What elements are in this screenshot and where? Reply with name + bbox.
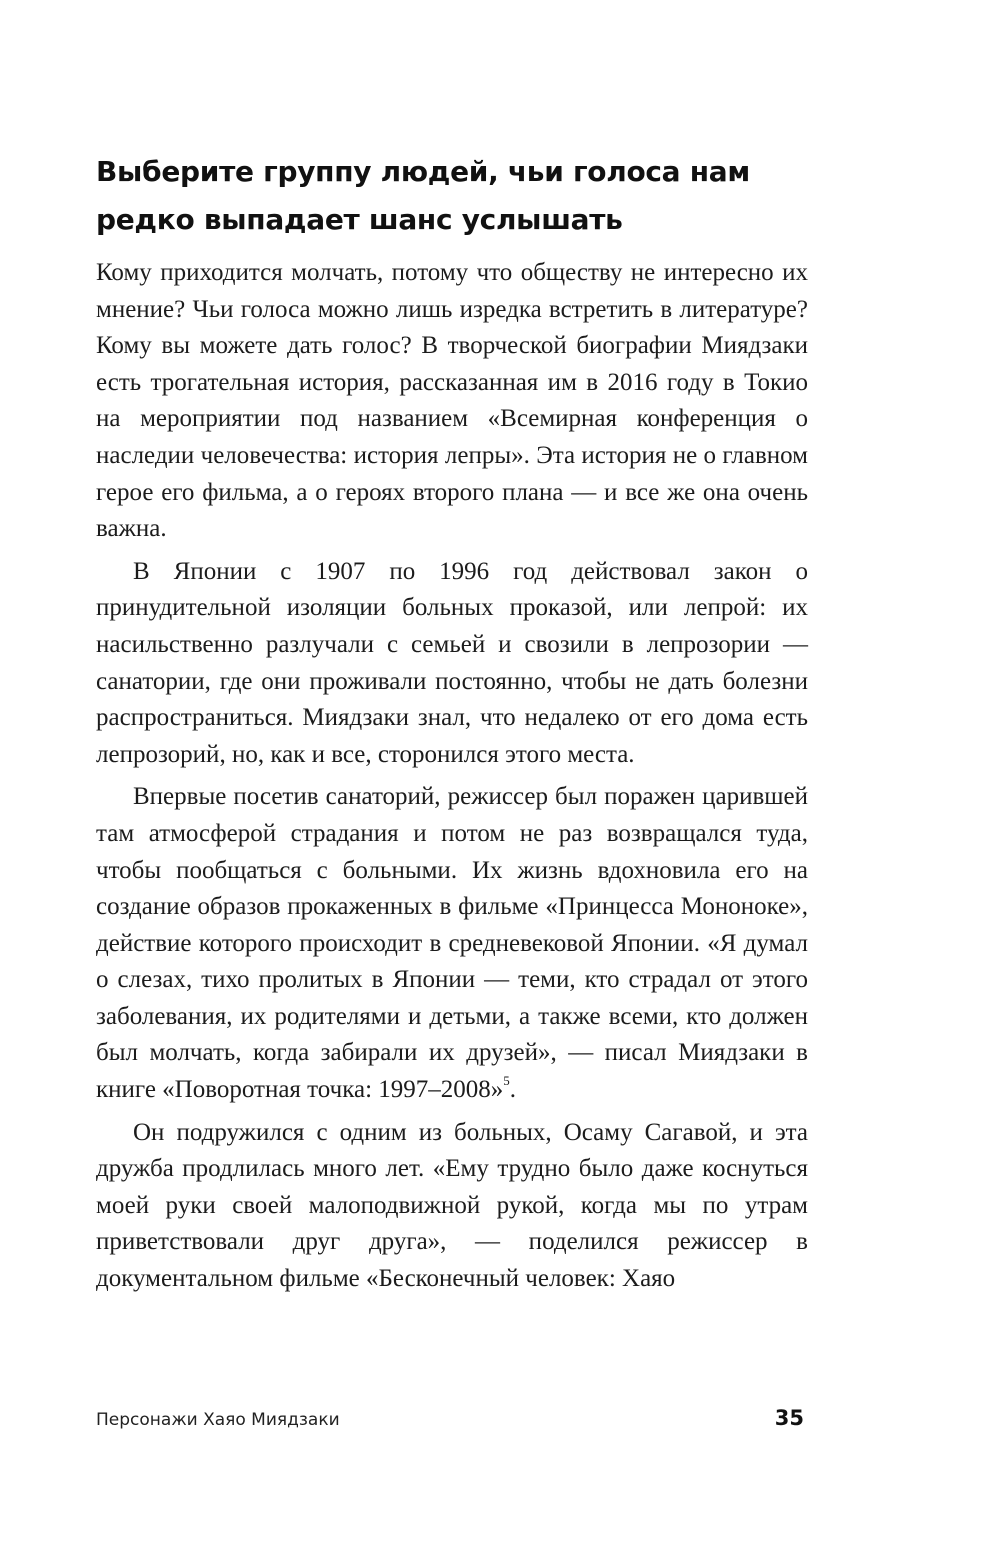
section-heading: Выберите группу людей, чьи голоса нам редко выпадает шанс услышать (96, 155, 750, 236)
footnote-marker[interactable]: 5 (503, 1073, 510, 1089)
body-text (96, 255, 808, 1304)
page-footer (96, 1404, 808, 1434)
running-footer-title: Персонажи Хаяо Миядзаки (96, 1410, 340, 1430)
page-number: 35 (774, 1406, 804, 1430)
paragraph-3-text: Впервые посетив санаторий, режиссер был поражен царившей там атмосферой страдания и потом не раз возвращался туда, чтобы пообщаться с больными. Их жизнь вдохновила его на создание образов прокаженных в фильме «Принцесса Мононоке», действие которого происходит в средневековой Японии. «Я думал о слезах, тихо пролитых в Японии — теми, кто страдал от этого заболевания, их родителями и детьми, а также всеми, кто должен был молчать, когда забирали их друзей», — писал Миядзаки в книге «Поворотная точка: 1997–2008» (96, 783, 808, 1104)
paragraph-4: Он подружился с одним из больных, Осаму Сагавой, и эта дружба продлилась много лет. «Ему трудно было даже коснуться моей руки своей малоподвижной рукой, когда мы по утрам приветствовали друг друга», — поделился режиссер в документальном фильме «Бесконечный человек: Хаяо (96, 1118, 808, 1293)
paragraph-1: Кому приходится молчать, потому что обществу не интересно их мнение? Чьи голоса можно лишь изредка встретить в литературе? Кому вы можете дать голос? В творческой биографии Миядзаки есть трогательная история, рассказанная им в 2016 году в Токио на мероприятии под названием «Всемирная конференция о наследии человечества: история лепры». Эта история не о главном герое его фильма, а о героях второго плана — и все же она очень важна. (96, 259, 808, 543)
paragraph-3-end: . (509, 1076, 517, 1104)
paragraph-2: В Японии с 1907 по 1996 год действовал закон о принудительной изоляции больных проказой, или лепрой: их насильственно разлучали с семьей и свозили в лепрозории — санатории, где они проживали постоянно, чтобы не дать болезни распространиться. Миядзаки знал, что недалеко от его дома есть лепрозорий, но, как и все, сторонился этого места. (96, 557, 808, 768)
paragraph-3 (96, 779, 808, 1108)
